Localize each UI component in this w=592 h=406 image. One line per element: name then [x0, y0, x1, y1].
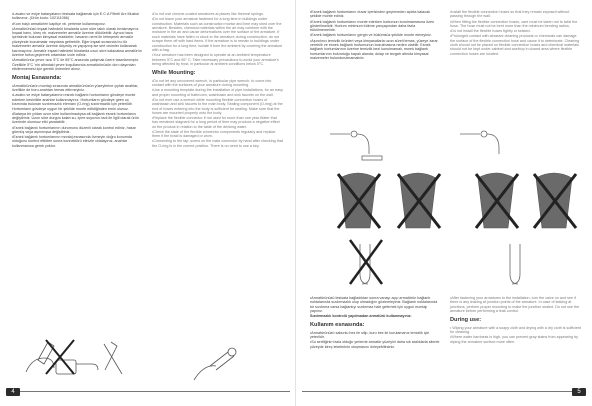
paragraph: •Esnek bağlantı hortumlarını monte ederken hortumun burulmamasına özen gösterilmelidir. Hortum minimum bükme yarıçapından daha fazla bükülmemelidir.	[310, 19, 435, 33]
paragraph: •Install the flexible connection hoses so that they remain exposed without passing through the wall.	[450, 10, 570, 19]
manual-tightening-illustration	[186, 340, 246, 386]
paragraph: •Your armature has been designed to operate at an ambient temperature between 5°C and 65° C. Take necessary precautions to avoid your armature's being affected by frost, in particular at ambient conditions below 5°C.	[152, 53, 279, 67]
paragraph: •Do not use chrome-coated armatures at places like thermal springs.	[152, 12, 264, 16]
paragraph: •Batarya bir yıldan uzun süre kullanılmadıysa ait bağlantı esnek hortumlarını değiştiriniz. Uzun süre durgun kalan su, içme suyunun tadı ile ilgili olarak ürün üzerinde olumsuz etki yaratabilir.	[12, 111, 139, 125]
paragraph: •Aşındırıcı temizlik ürünleri veya kimyasallarla uzun süreli temas, yüzeye zarar verebilir ve esnek bağlantı hortumunun bozulmasına neden olabilir. Esnek bağlantı hortumlarının üzerine temizlik bezi konulmamalı, esnek bağlantı hortumlarının bulunduğu kapalı alanda; dolap ve tezgah altında kimyasal malzemeler bulundurulmamalıdır.	[310, 38, 438, 61]
left-col1-intro	[12, 12, 143, 72]
paragraph: •Prolonged contact with abrasive cleaning products or chemicals can damage the surface of the flexible connection hose and cause it to deteriorate. Cleaning cloth should not be placed on flexible connection hoses and chemical materials should not be kept under cabinet and worktop in closed area where flexible connection hoses are located.	[450, 34, 580, 56]
paragraph: •Armatürünüz çevre ısısı 5°C ile 65°C arasında çalışmak üzere tasarlanmıştır. Özellikle 5°C 'nin altındaki çevre koşullarında armatürünüzün don olayından etkilenmemesi için gerekli önlemleri alınız.	[12, 58, 139, 72]
left-turkish-column	[12, 12, 143, 149]
footer-rule	[302, 391, 572, 392]
right-turkish-lower	[310, 296, 441, 350]
right-page	[296, 0, 592, 406]
paragraph: • Wiping your armature with a soapy cloth and drying with a dry cloth is sufficient for cleaning.	[450, 325, 581, 335]
paragraph: •Lavabo ve eviye bataryalarını tesisata bağlamak için E.C.A Filtreli Arx Musluk kullanınız. (Ürün kodu: 102111066)	[12, 12, 140, 21]
paragraph: •Armatürünüzün montajı sırasında armatürünüzün yüzeylerine çıplak anahtar, özellikle de boru anahtarı temas ettirmeyiniz.	[12, 83, 139, 93]
caption: •After fastening your armatures to the installation, turn the valve on and see if there is any leaking at junction points of the armature. In case of leaking at junctions, perform proper mounting to make the junction sealed. Do not use the armature before performing a leak control.	[450, 296, 580, 314]
section-heading: Kullanım esnasında:	[310, 321, 365, 328]
paragraph: •Armatürünüzü sabunlu bez ile silip, kuru bez ile kurulamanız temizlik için yeterlidir.	[310, 330, 430, 340]
left-col2-intro	[152, 12, 283, 67]
paragraph: •Kom başlı armatürleri kapitçe vb. yerlerde kullanmayınız.	[12, 21, 106, 26]
paragraph: •Do not ever use a wrench while mounting flexible connection hoses of washbasin and sink faucets to the main body. Sealing component (O-ring) at the end of hoses entering into the body is sufficient for sealing. Make sure that the hoses are mounted properly onto the body.	[152, 97, 283, 115]
right-english-lower	[450, 296, 581, 345]
paragraph: •Use a mounting template during the installation of pipe installations, for an easy and proper mounting of bathroom, washbasin and sink faucets on the wall.	[152, 88, 283, 97]
footer-rule	[20, 391, 290, 392]
paragraph: •Armatürünüzü inşaat halindeki binalarda uzun süre takılı olarak bırakmayınız. İnşaat harcı, kireç vb. malzemeler armatür üzerine dökülebilir. Ayrıca hava içerisinde bulunan kimyasal maddeler, havanın nemi ile birleşerek armatür yüzeyinde bozulmalar meydana getirebilir. Eğer inşaat sırasında bu tür malzemeler armatür üzerine düşmüş ve yapışmış ise sert cisimler kullanarak kazımayınız. Armatür inşaat halindeki binalarda uzun süre kalacaksa armatürün üzerine torba geçirerek ortamdan izole ediniz.	[12, 26, 142, 58]
caption: •Armatürünüzü tesisata bağladıktan sonra vanayı açıp armatürün bağlantı noktalarında sızdırmazlık olup olmadığını gözlemleyiniz. Bağlantı noktalarında bir sızdırma varsa bağlantıyı sızdırmaz hale getirmek için uygun montajı yapınız.	[310, 296, 438, 314]
right-turkish-intro	[310, 10, 441, 61]
paragraph: •Esnek bağlantı hortumlarının montaj esnasında övmeyin doğru konumda olduğunu kontrol ettikten sonra konnektörü elinizle vidalayınız, anahtar kullanmanıza gerek yoktur.	[12, 135, 132, 148]
left-col2-body	[152, 79, 283, 149]
hand-icon	[194, 366, 216, 380]
section-heading: Montaj Esnasında:	[12, 74, 62, 81]
paragraph: •Where water hardness is high, you can prevent gray stains from appearing by wiping the armature surface more often.	[450, 335, 578, 344]
paragraph: •Replace the flexible connector if not used for more than one year.Water that has remained stagnant for a long period of time may produce a negative effect on the product in relation to the taste of the drinking water.	[152, 116, 280, 129]
paragraph: •Check the state of the flexible connector components regularly and replace them if the braid is damaged or worn.	[152, 129, 276, 139]
section-heading: While Mounting:	[152, 69, 196, 76]
wrench-misuse-illustration	[16, 330, 136, 382]
paragraph: •When fitting the flexible connection hoses, care must be taken not to twist the hose. The hose must not be bent more than the minimum bending radius.	[450, 19, 578, 28]
paragraph: •Esnek bağlantı hortumlarının durumunu düzenli olarak kontrol ediniz, hasar görmüş veya aşınmışsa değiştiriniz.	[12, 125, 136, 134]
left-col1-body	[12, 84, 143, 149]
caption-bold: Sızdırmazlık kontrolü yapılmadan armatürü kullanmayınız.	[310, 314, 412, 319]
paragraph: •Lavabo ve eviye bataryalarının esnek bağlantı hortumlarını gövdeye monte ederken kesinlikle anahtar kullanmayınız. Hortumların gövdeye giren uç kısmında bulunan sızdırmazlık elemanı (O-ring) sızdırmazlık için yeterlidir. Hortumların gövdeye uygun bir şekilde monte edildiğinden emin olunuz.	[12, 93, 136, 111]
page-number-badge: 5	[572, 388, 586, 396]
paragraph: •Connecting to the tap: screw on the male connector by hand after checking that the O-ring is in the correct position. There is no need to use a key.	[152, 139, 283, 148]
paragraph: •Do not install the flexible hoses tightly or twisted.	[450, 29, 531, 33]
section-heading: During use:	[450, 316, 482, 323]
page-number-badge: 4	[6, 388, 20, 396]
left-english-column	[152, 12, 283, 149]
paragraph: •Do not let any uncovered wrench, in particular pipe wrench, to come into contact with the surfaces of your armature during mounting.	[152, 78, 272, 88]
paragraph: •Esnek bağlantı hortumlarını duvar içerisinden geçirmeden açıkta kalacak şekilde monte ediniz.	[310, 10, 430, 19]
paragraph: •Do not leave your armature fastened for a long time in buildings under construction. Materials such as construction mortar and lime may shed over the armature. Besides, chemical materials within the air may combine with the moisture in the air and cause deformations over the surface of the armature. If such materials have fallen or stuck to the armature during construction, do not scrape them off with hard items. If the armature is to remain in buildings under construction for a long time, isolate it from the ambient by covering the armature with a bag.	[152, 17, 283, 53]
paragraph: •Su sertliğinin fazla olduğu yerlerde armatür yüzeyini daha sık aralıklarla silerek yüzeyde kireç lekelerinin oluşmasını önleyebilirsiniz.	[310, 340, 440, 349]
paragraph: •Esnek bağlantı hortumlarını gergin ve bükümsüz şekilde monte etmeyiniz.	[310, 33, 432, 38]
right-english-intro	[450, 10, 581, 57]
